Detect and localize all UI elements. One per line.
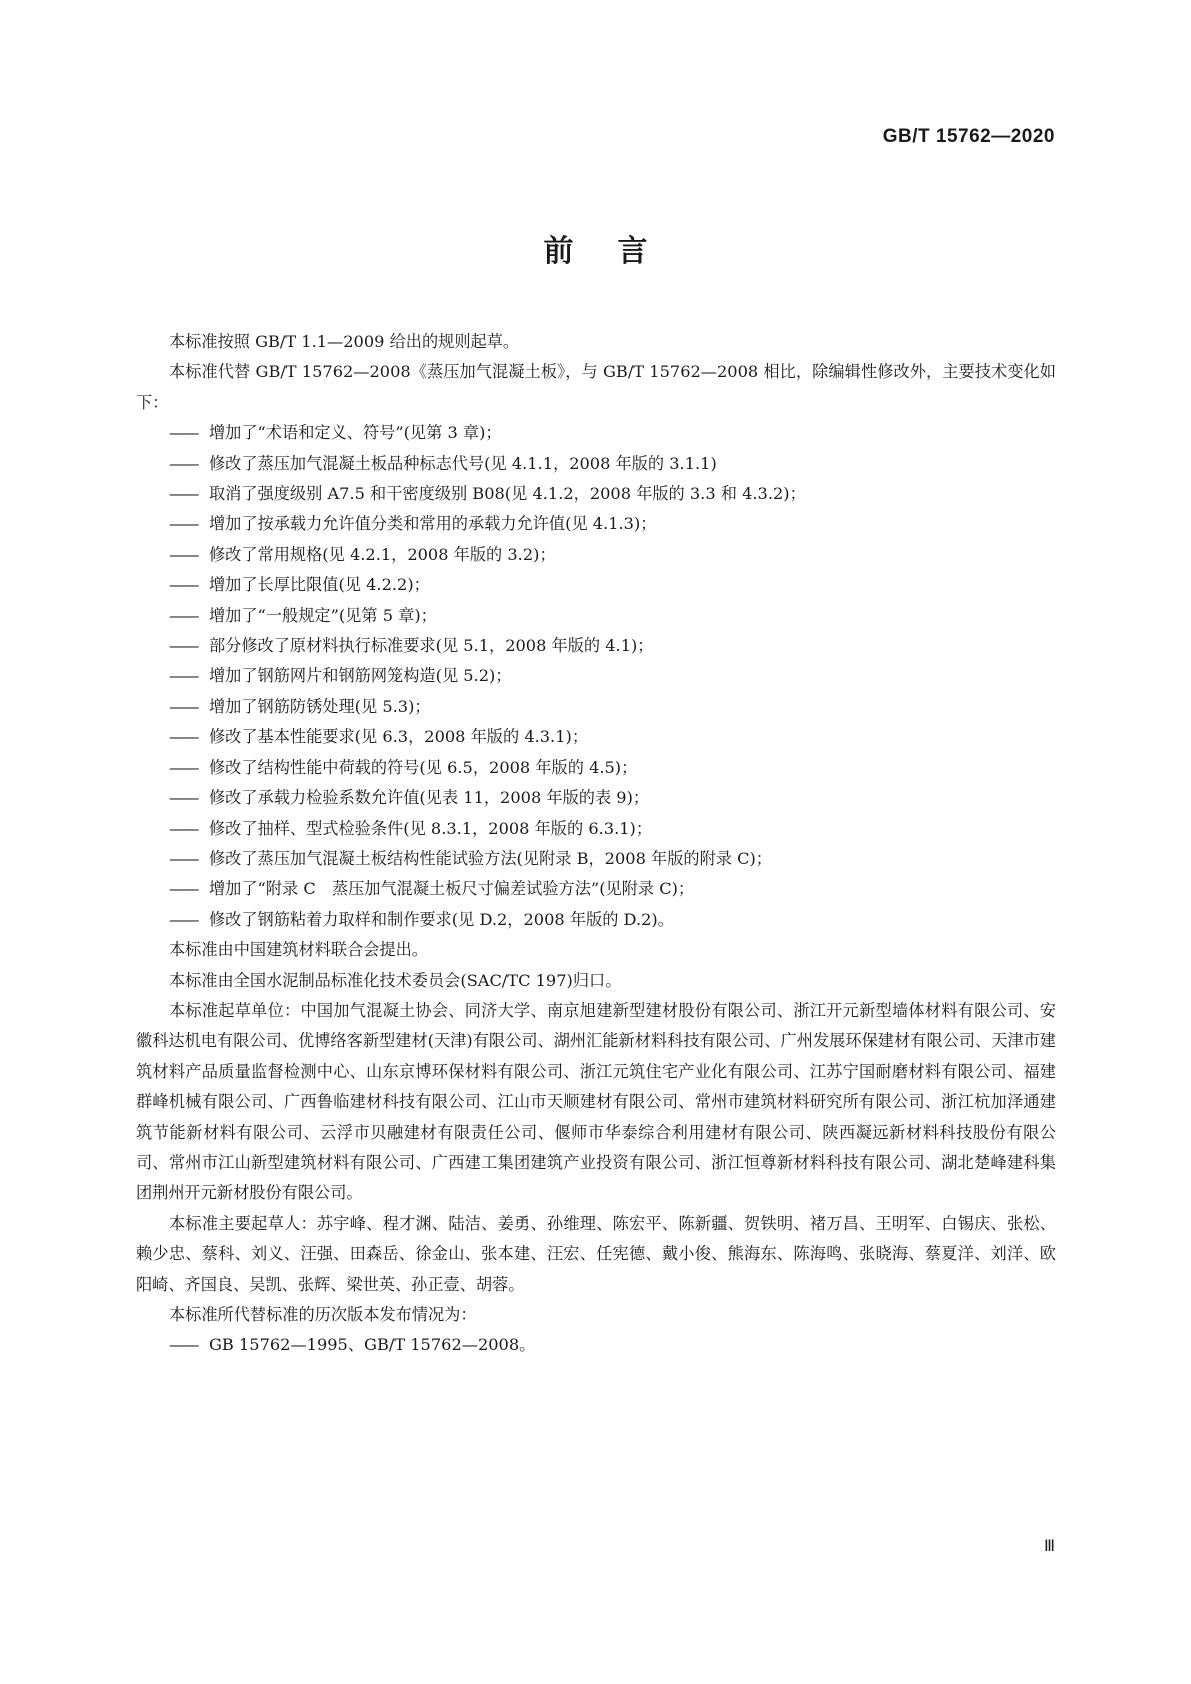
paragraph-committee: 本标准由全国水泥制品标准化技术委员会(SAC/TC 197)归口。 xyxy=(169,970,622,990)
dash-marker xyxy=(169,449,209,479)
list-item-text: 修改了钢筋粘着力取样和制作要求(见 D.2，2008 年版的 D.2)。 xyxy=(209,909,674,929)
list-item xyxy=(136,844,1056,874)
list-item xyxy=(136,570,1056,600)
dash-marker xyxy=(169,509,209,539)
dash-marker xyxy=(169,1330,209,1360)
dash-marker xyxy=(169,661,209,691)
history-item xyxy=(136,1330,1056,1360)
list-item-text: 增加了钢筋网片和钢筋网笼构造(见 5.2)； xyxy=(209,666,512,686)
list-item-text: 增加了长厚比限值(见 4.2.2)； xyxy=(209,575,430,595)
list-item xyxy=(136,753,1056,783)
list-item xyxy=(136,874,1056,904)
dash-marker xyxy=(169,601,209,631)
list-item-text: 增加了“一般规定”(见第 5 章)； xyxy=(209,605,437,625)
changes-list xyxy=(136,418,1056,935)
dash-marker xyxy=(169,874,209,904)
paragraph-drafters: 本标准主要起草人：苏宇峰、程才渊、陆洁、姜勇、孙维理、陈宏平、陈新疆、贺铁明、褚万昌、王明军、白锡庆、张松、赖少忠、蔡科、刘义、汪强、田森岳、徐金山、张本建、汪宏、任宪德、戴小俊、熊海东、陈海鸣、张晓海、蔡夏洋、刘洋、欧阳崎、齐国良、吴凯、张辉、梁世英、孙正壹、胡蓉。 xyxy=(136,1213,1056,1294)
list-item xyxy=(136,540,1056,570)
dash-marker xyxy=(169,722,209,752)
list-item xyxy=(136,692,1056,722)
list-item-text: 部分修改了原材料执行标准要求(见 5.1，2008 年版的 4.1)； xyxy=(209,636,654,656)
list-item xyxy=(136,783,1056,813)
list-item-text: 增加了“术语和定义、符号”(见第 3 章)； xyxy=(209,423,502,443)
dash-marker xyxy=(169,844,209,874)
list-item-text: 修改了结构性能中荷载的符号(见 6.5，2008 年版的 4.5)； xyxy=(209,757,638,777)
document-body xyxy=(136,327,1056,1361)
standard-code: GB/T 15762—2020 xyxy=(882,126,1055,147)
list-item-text: 修改了蒸压加气混凝土板品种标志代号(见 4.1.1，2008 年版的 3.1.1) xyxy=(209,453,717,473)
dash-marker xyxy=(169,905,209,935)
paragraph-rules: 本标准按照 GB/T 1.1—2009 给出的规则起草。 xyxy=(169,332,520,351)
page-title: 前言 xyxy=(543,234,692,269)
history-item-text: GB 15762—1995、GB/T 15762—2008。 xyxy=(209,1335,536,1355)
list-item-text: 修改了蒸压加气混凝土板结构性能试验方法(见附录 B，2008 年版的附录 C)； xyxy=(209,848,772,868)
dash-marker xyxy=(169,783,209,813)
list-item xyxy=(136,814,1056,844)
dash-marker xyxy=(169,540,209,570)
dash-marker xyxy=(169,692,209,722)
page-number: Ⅲ xyxy=(1043,1536,1055,1555)
dash-marker xyxy=(169,814,209,844)
list-item xyxy=(136,479,1056,509)
dash-marker xyxy=(169,570,209,600)
paragraph-proposer: 本标准由中国建筑材料联合会提出。 xyxy=(169,940,428,960)
list-item xyxy=(136,905,1056,935)
dash-marker xyxy=(169,631,209,661)
list-item-text: 修改了基本性能要求(见 6.3，2008 年版的 4.3.1)； xyxy=(209,727,589,747)
list-item-text: 增加了钢筋防锈处理(见 5.3)； xyxy=(209,696,431,716)
paragraph-history-intro: 本标准所代替标准的历次版本发布情况为： xyxy=(169,1305,477,1324)
paragraph-drafting-units: 本标准起草单位：中国加气混凝土协会、同济大学、南京旭建新型建材股份有限公司、浙江开元新型墙体材料有限公司、安徽科达机电有限公司、优博络客新型建材(天津)有限公司、湖州汇能新材料科技有限公司、广州发展环保建材有限公司、天津市建筑材料产品质量监督检测中心、山东京博环保材料有限公司、浙江元筑住宅产业化有限公司、江苏宁国耐磨材料有限公司、福建群峰机械有限公司、广西鲁临建材科技有限公司、江山市天顺建材有限公司、常州市建筑材料研究所有限公司、浙江杭加泽通建筑节能新材料有限公司、云浮市贝融建材有限责任公司、偃师市华泰综合利用建材有限公司、陕西凝远新材料科技股份有限公司、常州市江山新型建筑材料有限公司、广西建工集团建筑产业投资有限公司、浙江恒尊新材料科技有限公司、湖北楚峰建科集团荆州开元新材股份有限公司。 xyxy=(136,1000,1056,1203)
list-item xyxy=(136,449,1056,479)
dash-marker xyxy=(169,753,209,783)
paragraph-replaces: 本标准代替 GB/T 15762—2008《蒸压加气混凝土板》，与 GB/T 15762—2008 相比，除编辑性修改外，主要技术变化如下： xyxy=(136,362,1056,412)
list-item-text: 增加了按承载力允许值分类和常用的承载力允许值(见 4.1.3)； xyxy=(209,514,657,534)
list-item-text: 修改了抽样、型式检验条件(见 8.3.1，2008 年版的 6.3.1)； xyxy=(209,818,653,838)
list-item xyxy=(136,661,1056,691)
dash-marker xyxy=(169,479,209,509)
list-item-text: 修改了常用规格(见 4.2.1，2008 年版的 3.2)； xyxy=(209,544,556,564)
list-item xyxy=(136,631,1056,661)
dash-marker xyxy=(169,418,209,448)
list-item xyxy=(136,418,1056,448)
list-item xyxy=(136,722,1056,752)
list-item xyxy=(136,601,1056,631)
list-item-text: 修改了承载力检验系数允许值(见表 11，2008 年版的表 9)； xyxy=(209,788,650,808)
list-item-text: 取消了强度级别 A7.5 和干密度级别 B08(见 4.1.2，2008 年版的 3.3 和 4.3.2)； xyxy=(209,484,806,504)
list-item-text: 增加了“附录 C 蒸压加气混凝土板尺寸偏差试验方法”(见附录 C)； xyxy=(209,879,695,899)
list-item xyxy=(136,509,1056,539)
